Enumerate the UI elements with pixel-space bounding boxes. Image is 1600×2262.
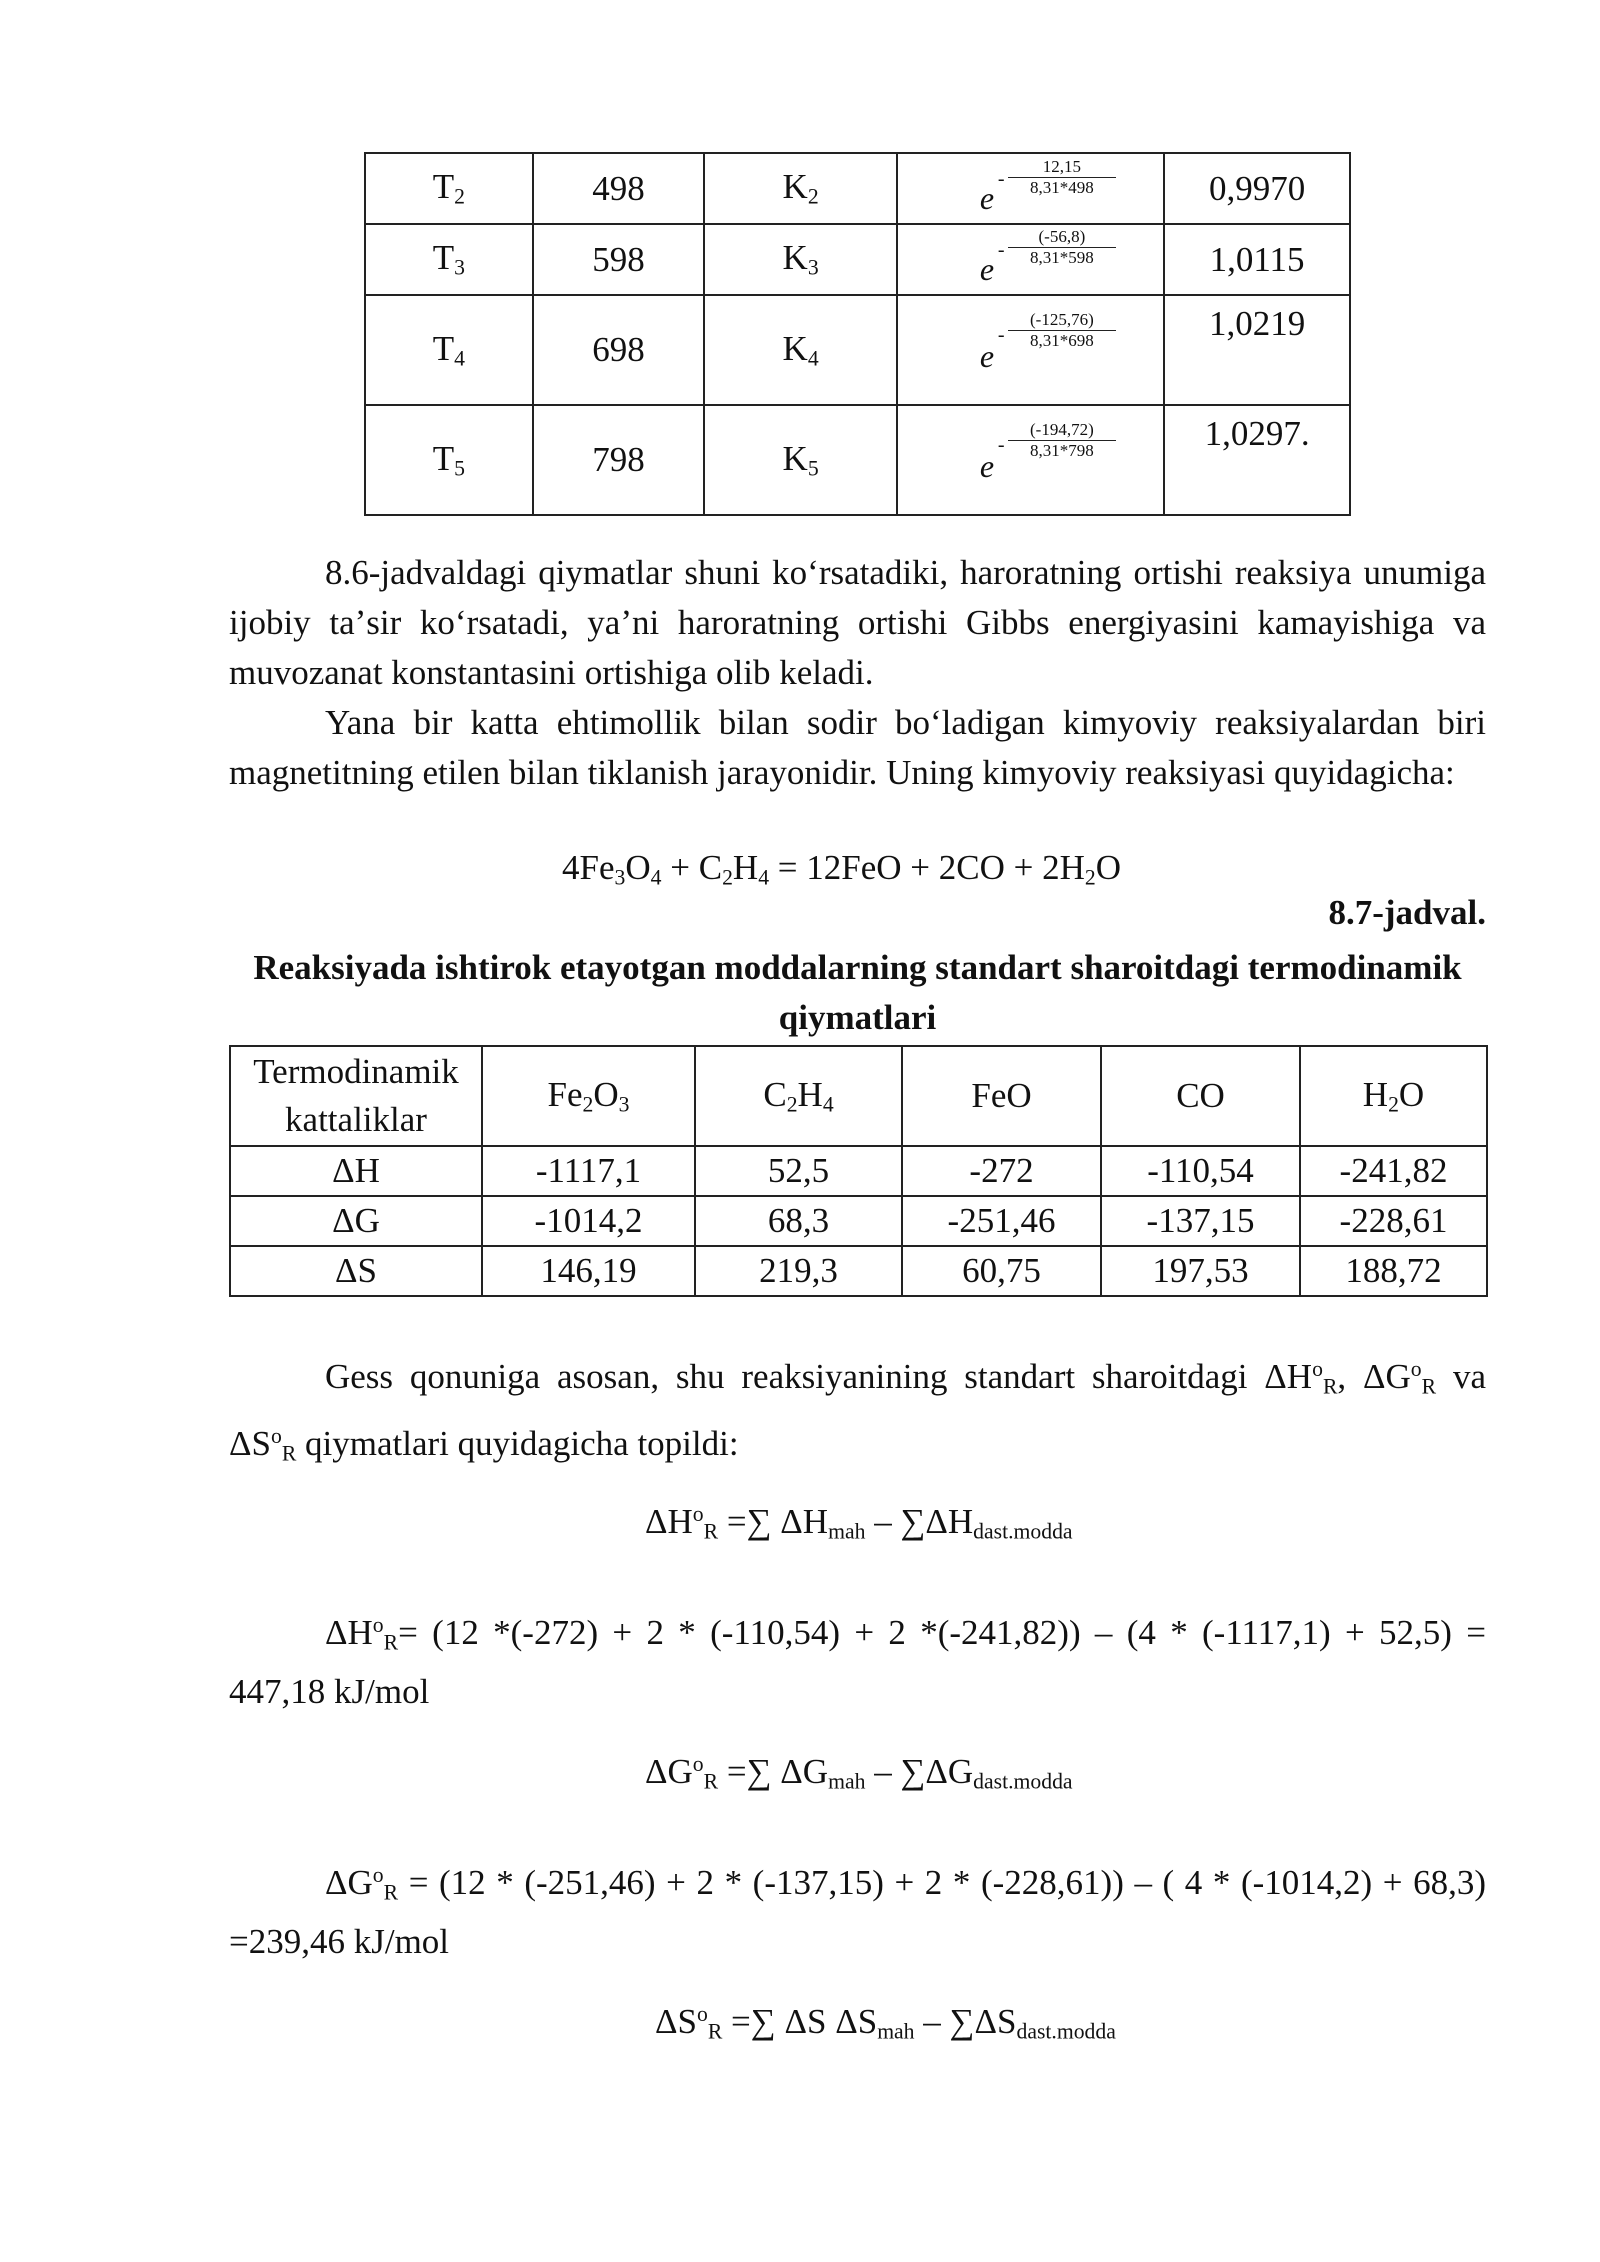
- constant-value: 0,9970: [1164, 153, 1350, 224]
- temperature-value: 498: [533, 153, 705, 224]
- constant-label: $K_4$: [704, 295, 897, 405]
- gibbs-calculation: $\Delta G^o_R = (12 * (-251,46) + 2 * (-137,15) + 2 * (-228,61))$ – ( 4 * (-1014,2) + 68,3) =239,46 kJ/mol: [229, 1862, 1486, 1962]
- temperature-label: $T_4$: [365, 295, 533, 405]
- constant-label: $K_3$: [704, 224, 897, 295]
- thermodynamic-values-table: [229, 1045, 1488, 1297]
- table-caption: Reaksiyada ishtirok etayotgan moddalarning standart sharoitdagi termodinamik qiymatlari: [253, 948, 1462, 1037]
- table-cell: -272: [902, 1146, 1101, 1196]
- paragraph-hess-law: Gess qonuniga asosan, shu reaksiyanining standart sharoitdagi $\Delta H^o_R$, $\Delta G^o_R$ va $\Delta S^o_R$ qiymatlari quyidagicha topildi:: [229, 1356, 1487, 1466]
- exponent-formula: e - $\frac{(-194,72)}{8,31*798}$: [897, 405, 1164, 515]
- table-cell: 68,3: [695, 1196, 902, 1246]
- entropy-formula: $\Delta S^o_R$ =∑ ΔS $\Delta S_{mah} - \sum\Delta S_{dast.modda}$: [655, 2002, 1116, 2044]
- paragraph-magnetite-reduction: Yana bir katta ehtimollik bilan sodir boʻladigan kimyoviy reaksiyalardan biri magnetitning etilen bilan tiklanish jarayonidir. Uning kimyoviy reaksiyasi quyidagicha:: [229, 703, 1486, 792]
- table-cell: -1117,1: [482, 1146, 695, 1196]
- table-cell: 197,53: [1101, 1246, 1300, 1296]
- table-cell: -110,54: [1101, 1146, 1300, 1196]
- row-label: ΔG: [230, 1196, 482, 1246]
- table-cell: -228,61: [1300, 1196, 1487, 1246]
- paragraph-gibbs-conclusion: 8.6-jadvaldagi qiymatlar shuni koʻrsatadiki, haroratning ortishi reaksiya unumiga ijobiy taʼsir koʻrsatadi, yaʼni haroratning ortishi Gibbs energiyasini kamayishiga va muvozanat konstantasini ortishiga olib keladi.: [229, 553, 1486, 692]
- temperature-label: $T_3$: [365, 224, 533, 295]
- row-label: ΔS: [230, 1246, 482, 1296]
- exponent-formula: e - $\frac{(-125,76)}{8,31*698}$: [897, 295, 1164, 405]
- table-row: [365, 153, 1350, 224]
- table-cell: -251,46: [902, 1196, 1101, 1246]
- constant-label: $K_5$: [704, 405, 897, 515]
- table-row: [230, 1196, 1487, 1246]
- equilibrium-constant-table: [364, 152, 1351, 516]
- header-co: CO: [1101, 1046, 1300, 1146]
- enthalpy-calculation: $\Delta H^o_R= (12$ *(-272) + 2 * (-110,54) + 2 *(-241,82)) – (4 * (-1117,1) + 52,5) = 447,18 kJ/mol: [229, 1612, 1486, 1712]
- table-row: [230, 1246, 1487, 1296]
- reaction-equation: $4Fe_3O_4 + C_2H_4 = 12FeO + 2CO + 2H_2O$: [562, 848, 1122, 890]
- header-feo: FeO: [902, 1046, 1101, 1146]
- temperature-label: $T_2$: [365, 153, 533, 224]
- table-row: [365, 295, 1350, 405]
- table-cell: -241,82: [1300, 1146, 1487, 1196]
- table-cell: 60,75: [902, 1246, 1101, 1296]
- table-header-row: [230, 1046, 1487, 1146]
- table-cell: 219,3: [695, 1246, 902, 1296]
- table-cell: -1014,2: [482, 1196, 695, 1246]
- table-row: [365, 224, 1350, 295]
- table-row: [365, 405, 1350, 515]
- table-cell: 52,5: [695, 1146, 902, 1196]
- temperature-label: $T_5$: [365, 405, 533, 515]
- constant-value: 1,0219: [1164, 295, 1350, 405]
- constant-value: 1,0297.: [1164, 405, 1350, 515]
- header-fe2o3: $Fe_2O_3$: [482, 1046, 695, 1146]
- temperature-value: 598: [533, 224, 705, 295]
- header-h2o: $H_2O$: [1300, 1046, 1487, 1146]
- header-quantity: Termodinamik kattaliklar: [230, 1046, 482, 1146]
- temperature-value: 798: [533, 405, 705, 515]
- table-number-label: 8.7-jadval.: [1328, 893, 1486, 932]
- row-label: ΔH: [230, 1146, 482, 1196]
- enthalpy-formula: $\Delta H^o_R$ =∑ $\Delta H_{mah} - \sum\Delta H_{dast.modda}$: [645, 1502, 1073, 1544]
- exponent-formula: e - $\frac{12,15}{8,31*498}$: [897, 153, 1164, 224]
- gibbs-formula: $\Delta G^o_R$ =∑ $\Delta G_{mah} - \sum\Delta G_{dast.modda}$: [645, 1752, 1073, 1794]
- table-cell: 146,19: [482, 1246, 695, 1296]
- header-c2h4: $C_2H_4$: [695, 1046, 902, 1146]
- table-cell: 188,72: [1300, 1246, 1487, 1296]
- table-row: [230, 1146, 1487, 1196]
- constant-label: $K_2$: [704, 153, 897, 224]
- exponent-formula: e - $\frac{(-56,8)}{8,31*598}$: [897, 224, 1164, 295]
- temperature-value: 698: [533, 295, 705, 405]
- table-cell: -137,15: [1101, 1196, 1300, 1246]
- constant-value: 1,0115: [1164, 224, 1350, 295]
